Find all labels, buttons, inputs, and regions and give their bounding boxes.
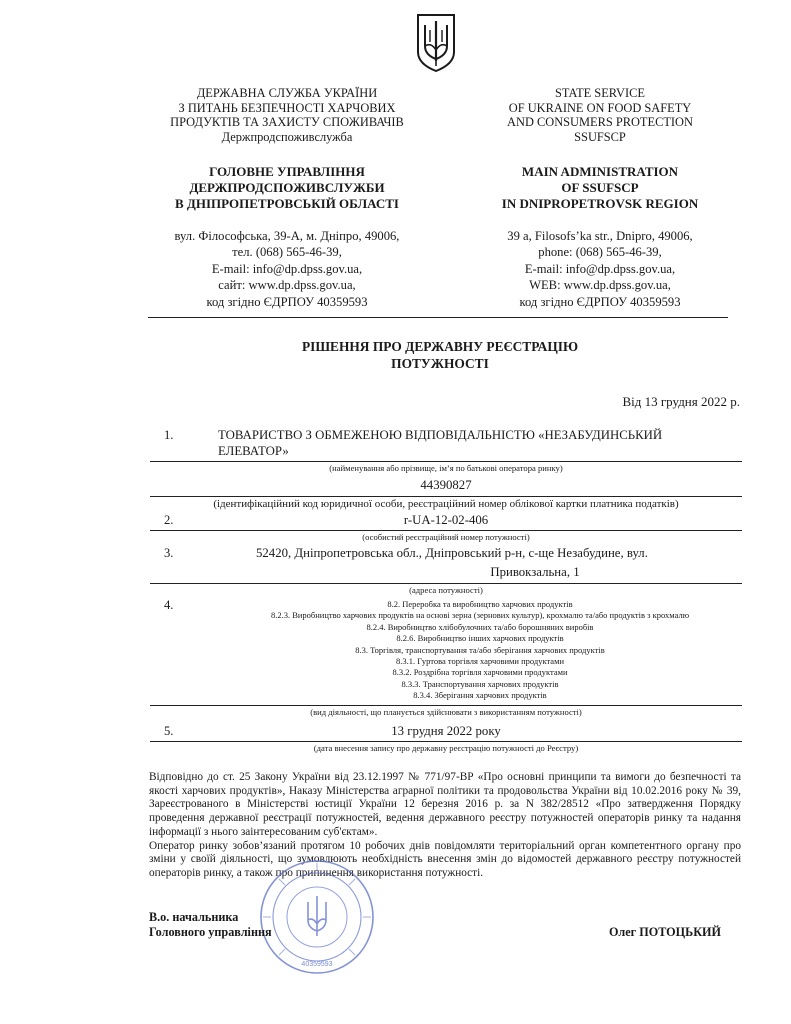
letterhead-line: ГОЛОВНЕ УПРАВЛІННЯ bbox=[209, 164, 365, 179]
letterhead-line: 39 a, Filosofs’ka str., Dnipro, 49006, bbox=[507, 229, 693, 243]
letterhead-line: вул. Філософська, 39-А, м. Дніпро, 49006, bbox=[174, 229, 400, 243]
stamp-code: 40359593 bbox=[301, 961, 333, 968]
header-divider bbox=[148, 317, 728, 318]
field-underline bbox=[150, 741, 742, 742]
official-seal-stamp bbox=[258, 858, 376, 976]
letterhead-line: E-mail: info@dp.dpss.gov.ua, bbox=[524, 261, 676, 276]
field-underline bbox=[150, 705, 742, 706]
letterhead-line: STATE SERVICE bbox=[555, 86, 645, 100]
letterhead-line: код згідно ЄДРПОУ 40359593 bbox=[206, 294, 368, 309]
activity-item: 8.2.6. Виробництво інших харчових продуктів bbox=[396, 633, 564, 644]
letterhead-line: OF SSUFSCP bbox=[561, 180, 639, 195]
facility-address bbox=[230, 545, 730, 580]
letterhead-ua-admin bbox=[142, 164, 432, 212]
letterhead-line: IN DNIPROPETROVSK REGION bbox=[501, 196, 699, 211]
registry-entry-date-caption: (дата внесення запису про державну реєстрацію потужності до Реєстру) bbox=[313, 743, 579, 753]
item-number: 3. bbox=[164, 546, 174, 560]
letterhead-line: phone: (068) 565-46-39, bbox=[538, 245, 662, 260]
item-number: 5. bbox=[164, 724, 174, 738]
letterhead-line: ПРОДУКТІВ ТА ЗАХИСТУ СПОЖИВАЧІВ bbox=[170, 115, 404, 130]
letterhead-en-service bbox=[455, 86, 745, 144]
letterhead-line: ДЕРЖПРОДСПОЖИВСЛУЖБИ bbox=[189, 180, 385, 195]
activity-item: 8.2.4. Виробництво хлібобулочних та/або борошняних виробів bbox=[366, 621, 594, 632]
operator-code-caption: (ідентифікаційний код юридичної особи, реєстраційний номер облікової картки платника податків) bbox=[213, 498, 679, 510]
body-paragraph: Оператор ринку зобов’язаний протягом 10 робочих днів повідомляти територіальний орган компетентного органу про зміни у своїй діяльності, що зумовлюють необхідність внесення змін до відомостей державного реєстру потужностей операторів ринку, а також про припинення використання потужності. bbox=[149, 839, 741, 879]
operator-name-line: ЕЛЕВАТОР» bbox=[218, 444, 289, 458]
letterhead-line: E-mail: info@dp.dpss.gov.ua, bbox=[211, 261, 363, 276]
letterhead-line: MAIN ADMINISTRATION bbox=[521, 164, 679, 179]
activity-item: 8.3. Торгівля, транспортування та/або зберігання харчових продуктів bbox=[355, 644, 605, 655]
item-number: 2. bbox=[164, 513, 174, 527]
operator-name-caption: (найменування або прізвище, ім’я по батькові оператора ринку) bbox=[329, 463, 563, 473]
signatory-name: Олег ПОТОЦЬКИЙ bbox=[608, 925, 721, 939]
title-line: ПОТУЖНОСТІ bbox=[391, 355, 489, 371]
letterhead-en-admin bbox=[455, 164, 745, 212]
field-underline bbox=[150, 461, 742, 462]
signatory-position-line: В.о. начальника bbox=[149, 910, 239, 924]
signatory-position-line: Головного управління bbox=[149, 925, 272, 939]
document-title bbox=[150, 339, 730, 372]
facility-address-line: 52420, Дніпропетровська обл., Дніпровський р-н, с-ще Незабудине, вул. bbox=[256, 546, 648, 560]
item-number: 1. bbox=[164, 428, 174, 442]
activity-item: 8.2. Переробка та виробництво харчових продуктів bbox=[387, 599, 573, 609]
activity-caption: (вид діяльності, що планується здійснювати з використанням потужності) bbox=[310, 707, 582, 717]
operator-code: 44390827 bbox=[420, 478, 472, 492]
letterhead-line: З ПИТАНЬ БЕЗПЕЧНОСТІ ХАРЧОВИХ bbox=[178, 100, 396, 115]
registration-number-caption: (особистий реєстраційний номер потужності) bbox=[362, 532, 530, 542]
registration-number: r-UA-12-02-406 bbox=[403, 513, 489, 527]
letterhead-line: сайт: www.dp.dpss.gov.ua, bbox=[218, 278, 356, 293]
activity-list bbox=[200, 599, 760, 702]
signatory-position bbox=[149, 910, 272, 940]
letterhead-line: ДЕРЖАВНА СЛУЖБА УКРАЇНИ bbox=[196, 86, 378, 100]
operator-name bbox=[218, 427, 748, 459]
activity-item: 8.3.4. Зберігання харчових продуктів bbox=[413, 690, 547, 701]
letterhead-line: WEB: www.dp.dpss.gov.ua, bbox=[529, 278, 671, 293]
title-line: РІШЕННЯ ПРО ДЕРЖАВНУ РЕЄСТРАЦІЮ bbox=[301, 339, 579, 354]
item-number: 4. bbox=[164, 598, 174, 612]
coat-of-arms-emblem bbox=[415, 12, 457, 74]
field-underline bbox=[150, 583, 742, 584]
field-underline bbox=[150, 496, 742, 497]
activity-item: 8.3.1. Гуртова торгівля харчовими продуктами bbox=[395, 656, 564, 667]
letterhead-en-contacts bbox=[455, 228, 745, 310]
facility-address-caption: (адреса потужності) bbox=[409, 585, 483, 595]
letterhead-line: OF UKRAINE ON FOOD SAFETY bbox=[508, 100, 692, 115]
activity-item: 8.3.2. Роздрібна торгівля харчовими продуктами bbox=[392, 667, 568, 678]
letterhead-line: AND CONSUMERS PROTECTION bbox=[507, 115, 693, 130]
body-paragraph: Відповідно до ст. 25 Закону України від 23.12.1997 № 771/97-ВР «Про основні принципи та вимоги до безпечності та якості харчових продуктів», Наказу Міністерства аграрної політики та продовольства України від 10.02.2016 року № 39, Зареєстрованого в Міністерстві юстиції України 12 березня 2016 р. за N 382/28512 «Про затвердження Порядку проведення державної реєстрації потужностей, ведення державного реєстру потужностей операторів ринку та надання інформації з нього заінтересованим суб'єктам». bbox=[149, 771, 741, 838]
letterhead-line: код згідно ЄДРПОУ 40359593 bbox=[519, 294, 681, 309]
letterhead-line: SSUFSCP bbox=[574, 129, 626, 144]
letterhead-line: тел. (068) 565-46-39, bbox=[232, 245, 342, 260]
field-underline bbox=[150, 530, 742, 531]
document-date: Від 13 грудня 2022 р. bbox=[622, 394, 740, 409]
letterhead-ua-contacts bbox=[142, 228, 432, 310]
activity-item: 8.3.3. Транспортування харчових продуктів bbox=[401, 678, 559, 689]
legal-basis-text bbox=[149, 771, 741, 881]
letterhead-line: Держпродспоживслужба bbox=[221, 129, 353, 144]
letterhead-ua-service bbox=[142, 86, 432, 144]
activity-item: 8.2.3. Виробництво харчових продуктів на основі зерна (зернових культур), крохмалю та/або продуктів з крохмалю bbox=[270, 610, 690, 621]
facility-address-line: Привокзальна, 1 bbox=[490, 565, 580, 579]
operator-name-line: ТОВАРИСТВО З ОБМЕЖЕНОЮ ВІДПОВІДАЛЬНІСТЮ «НЕЗАБУДИНСЬКИЙ bbox=[218, 428, 663, 442]
registry-entry-date: 13 грудня 2022 року bbox=[391, 724, 501, 738]
letterhead-line: В ДНІПРОПЕТРОВСЬКІЙ ОБЛАСТІ bbox=[175, 196, 399, 211]
